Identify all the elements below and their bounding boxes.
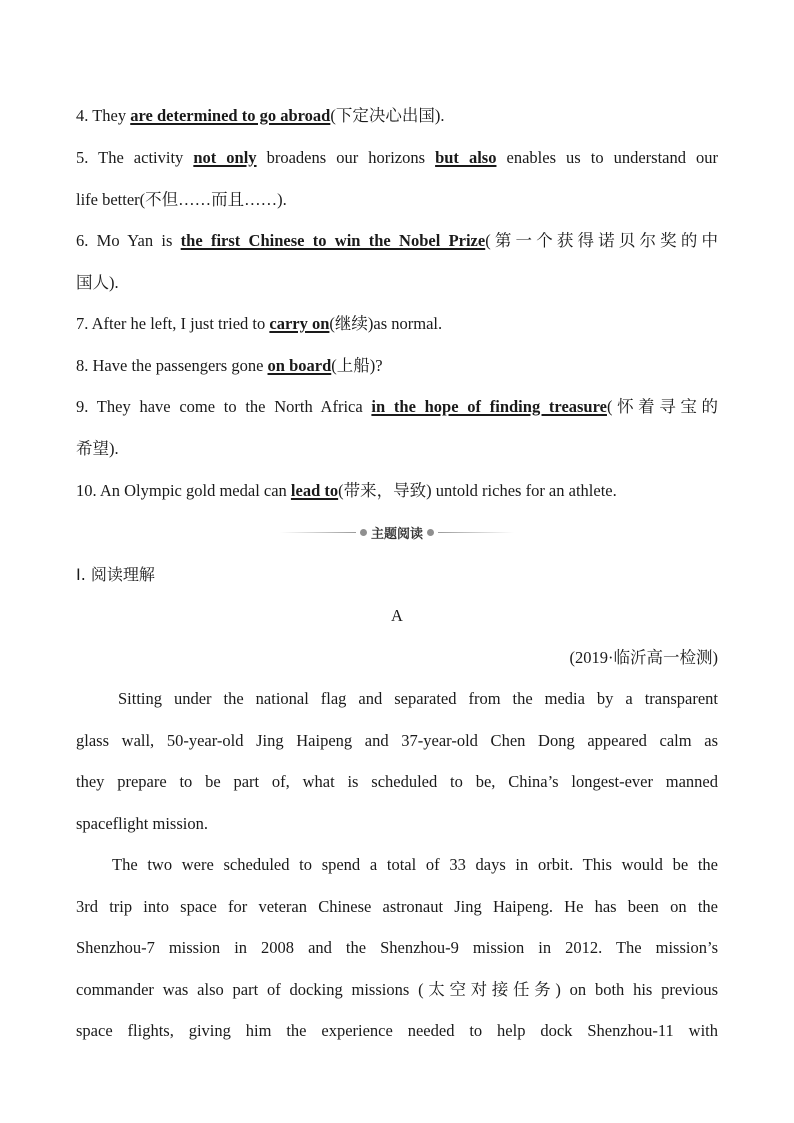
item-5-text-mid: broadens our horizons [266, 148, 436, 167]
item-9-answer: in the hope of finding treasure [371, 397, 607, 416]
item-7 [76, 313, 718, 335]
item-7-text: 7. After he left, I just tried to [76, 314, 270, 333]
divider-dot-right [427, 529, 434, 536]
item-6-cont: 国人). [76, 273, 119, 292]
item-8-text: 8. Have the passengers gone [76, 356, 268, 375]
item-4 [76, 105, 718, 127]
item-8 [76, 355, 718, 377]
item-4-text: 4. They [76, 106, 131, 125]
item-7-text-post: (继续)as normal. [329, 314, 443, 333]
passage-line: Sitting under the national flag and separated from the media by a transparent [118, 689, 718, 708]
item-8-text-post: (上船)? [331, 356, 383, 375]
divider-dot-left [360, 529, 367, 536]
item-5-text: 5. The activity [76, 148, 194, 167]
item-9-hint: (怀着寻宝的 [606, 397, 718, 416]
passage-line: space flights, giving him the experience needed to help dock Shenzhou-11 with [76, 1021, 718, 1040]
item-10-text: 10. An Olympic gold medal can [76, 481, 291, 500]
item-6 [76, 230, 718, 252]
passage-line: commander was also part of docking missions (太空对接任务) on both his previous [76, 980, 718, 999]
item-5-text-post: enables us to understand our [506, 148, 719, 167]
section-heading: Ⅰ. 阅读理解 [76, 565, 155, 584]
divider-rule-right [438, 532, 514, 533]
item-7-answer: carry on [269, 314, 330, 333]
passage-line: they prepare to be part of, what is scheduled to be, China’s longest-ever manned [76, 772, 718, 791]
divider-label: 主题阅读 [371, 526, 424, 542]
item-9-text: 9. They have come to the North Africa [76, 397, 372, 416]
item-6-answer: the first Chinese to win the Nobel Prize [180, 231, 486, 250]
item-10-answer: lead to [290, 481, 339, 500]
item-5 [76, 147, 718, 169]
item-6-hint: (第一个获得诺贝尔奖的中 [485, 231, 718, 250]
divider-rule-left [280, 532, 356, 533]
item-6-text: 6. Mo Yan is [76, 231, 181, 250]
item-10-text-post: (带来，导致) untold riches for an athlete. [338, 481, 617, 500]
item-5-answer-2: but also [435, 148, 497, 167]
item-8-answer: on board [267, 356, 332, 375]
item-9 [76, 396, 718, 418]
passage-line: spaceflight mission. [76, 814, 208, 833]
item-9-cont: 希望). [76, 439, 119, 458]
item-5-cont: life better(不但……而且……). [76, 190, 287, 209]
item-10 [76, 480, 718, 502]
passage-line: Shenzhou-7 mission in 2008 and the Shenzhou-9 mission in 2012. The mission’s [76, 938, 718, 957]
item-5-answer-1: not only [193, 148, 257, 167]
item-4-hint: (下定决心出国). [330, 106, 445, 125]
section-divider [280, 521, 514, 543]
item-4-answer: are determined to go abroad [130, 106, 331, 125]
passage-letter: A [391, 606, 403, 625]
passage-line: glass wall, 50-year-old Jing Haipeng and 37-year-old Chen Dong appeared calm as [76, 731, 718, 750]
passage-line: 3rd trip into space for veteran Chinese astronaut Jing Haipeng. He has been on the [76, 897, 718, 916]
passage-source: (2019·临沂高一检测) [569, 648, 718, 667]
passage-line: The two were scheduled to spend a total of 33 days in orbit. This would be the [112, 855, 718, 874]
